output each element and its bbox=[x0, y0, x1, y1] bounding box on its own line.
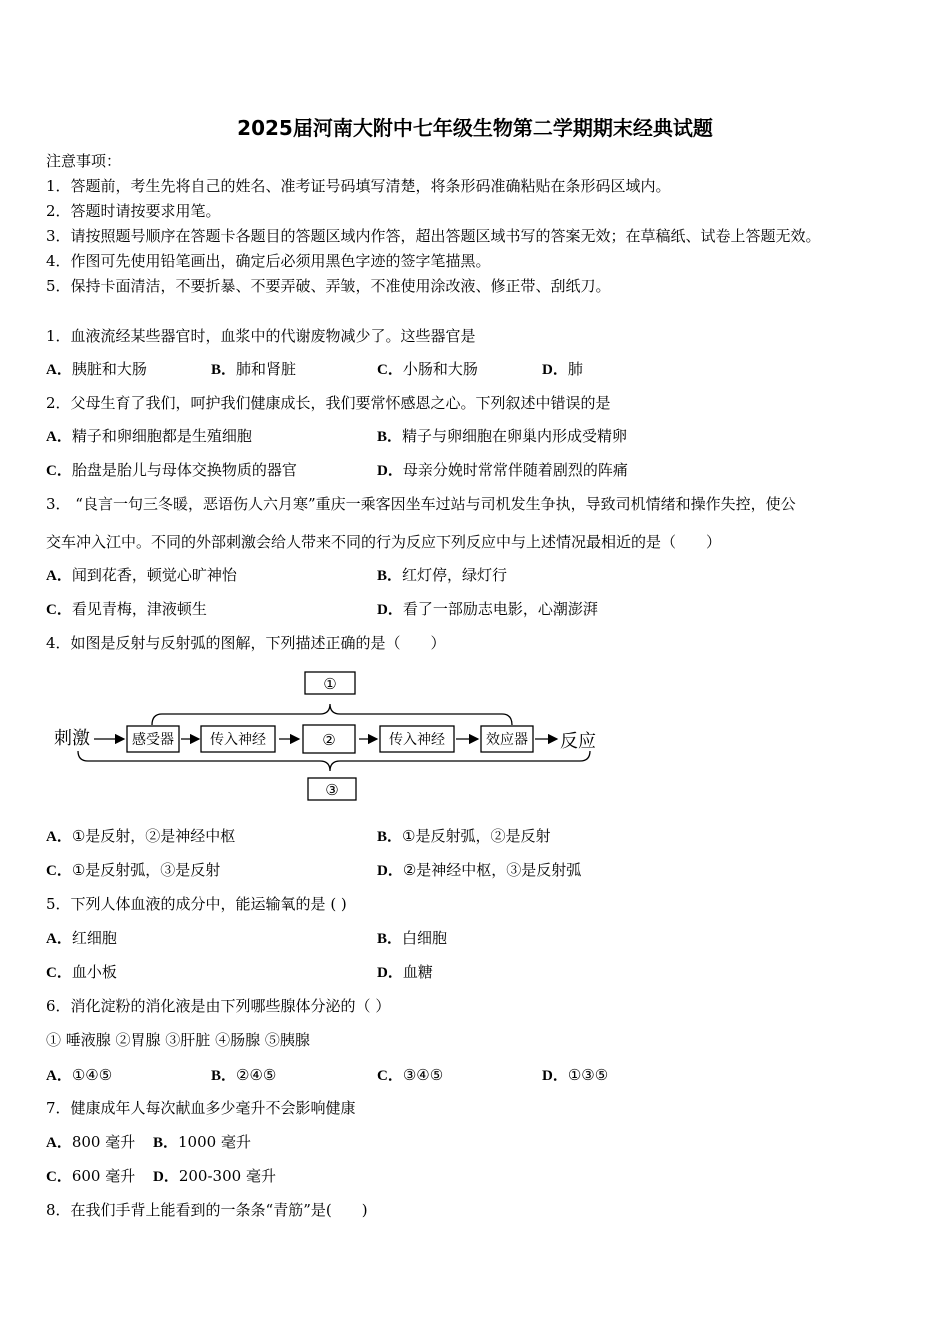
option-b: B．肺和肾脏 bbox=[211, 360, 297, 378]
option-a: A．红细胞 bbox=[46, 929, 117, 947]
option-d: D．①③⑤ bbox=[542, 1066, 609, 1084]
option-b: B．②④⑤ bbox=[211, 1066, 277, 1084]
center-label: ② bbox=[322, 731, 336, 749]
reflex-arc-diagram bbox=[50, 668, 610, 808]
top-label: ① bbox=[323, 675, 337, 693]
efferent-nerve-label: 传入神经 bbox=[389, 732, 445, 748]
option-c: C．小肠和大肠 bbox=[377, 360, 478, 378]
bottom-brace bbox=[78, 751, 590, 771]
bottom-label: ③ bbox=[325, 781, 339, 799]
option-d: D．母亲分娩时常常伴随着剧烈的阵痛 bbox=[377, 461, 628, 479]
option-d: D．肺 bbox=[542, 360, 583, 378]
option-a: A．①④⑤ bbox=[46, 1066, 113, 1084]
stimulus-label: 刺激 bbox=[54, 728, 90, 749]
notice-item: 4．作图可先使用铅笔画出，确定后必须用黑色字迹的签字笔描黑。 bbox=[46, 252, 491, 270]
option-d: D．②是神经中枢，③是反射弧 bbox=[377, 861, 582, 879]
notice-item: 3．请按照题号顺序在答题卡各题目的答题区域内作答，超出答题区域书写的答案无效；在草稿纸、试卷上答题无效。 bbox=[46, 227, 821, 245]
question-stem: 6．消化淀粉的消化液是由下列哪些腺体分泌的（ ） bbox=[46, 997, 391, 1015]
option-a: A．精子和卵细胞都是生殖细胞 bbox=[46, 427, 252, 445]
top-brace bbox=[152, 704, 512, 725]
notice-item: 2．答题时请按要求用笔。 bbox=[46, 202, 221, 220]
notice-heading: 注意事项： bbox=[46, 152, 122, 170]
question-stem: 8．在我们手背上能看到的一条条“青筋”是( ) bbox=[46, 1201, 368, 1219]
question-stem: 7．健康成年人每次献血多少毫升不会影响健康 bbox=[46, 1099, 356, 1117]
option-b: B．红灯停，绿灯行 bbox=[377, 566, 508, 584]
option-b: B．1000 毫升 bbox=[153, 1133, 251, 1151]
option-a: A．胰脏和大肠 bbox=[46, 360, 147, 378]
question-stem: 2．父母生育了我们，呵护我们健康成长，我们要常怀感恩之心。下列叙述中错误的是 bbox=[46, 394, 611, 412]
receptor-label: 感受器 bbox=[132, 732, 174, 748]
afferent-nerve-label: 传入神经 bbox=[210, 732, 266, 748]
option-a: A．800 毫升 bbox=[46, 1133, 136, 1151]
option-d: D．200-300 毫升 bbox=[153, 1167, 276, 1185]
question-stem-continued: 交车冲入江中。不同的外部刺激会给人带来不同的行为反应下列反应中与上述情况最相近的是（ ） bbox=[46, 533, 722, 551]
option-c: C．①是反射弧，③是反射 bbox=[46, 861, 221, 879]
question-stem: 1．血液流经某些器官时，血浆中的代谢废物减少了。这些器官是 bbox=[46, 327, 476, 345]
effector-label: 效应器 bbox=[486, 732, 528, 748]
option-c: C．600 毫升 bbox=[46, 1167, 136, 1185]
option-c: C．胎盘是胎儿与母体交换物质的器官 bbox=[46, 461, 297, 479]
option-b: B．白细胞 bbox=[377, 929, 448, 947]
option-c: C．看见青梅，津液顿生 bbox=[46, 600, 207, 618]
question-stem: 5．下列人体血液的成分中，能运输氧的是 ( ) bbox=[46, 895, 347, 913]
option-b: B．精子与卵细胞在卵巢内形成受精卵 bbox=[377, 427, 628, 445]
option-a: A．闻到花香，顿觉心旷神怡 bbox=[46, 566, 237, 584]
notice-item: 1．答题前，考生先将自己的姓名、准考证号码填写清楚，将条形码准确粘贴在条形码区域内。 bbox=[46, 177, 671, 195]
option-c: C．③④⑤ bbox=[377, 1066, 444, 1084]
page-title: 2025届河南大附中七年级生物第二学期期末经典试题 bbox=[237, 116, 713, 140]
option-c: C．血小板 bbox=[46, 963, 117, 981]
option-d: D．血糖 bbox=[377, 963, 433, 981]
question-stem: 4．如图是反射与反射弧的图解，下列描述正确的是（ ） bbox=[46, 634, 446, 652]
notice-item: 5．保持卡面清洁，不要折暴、不要弄破、弄皱，不准使用涂改液、修正带、刮纸刀。 bbox=[46, 277, 611, 295]
question-stem-continued: ① 唾液腺 ②胃腺 ③肝脏 ④肠腺 ⑤胰腺 bbox=[46, 1031, 310, 1049]
question-stem: 3． “良言一句三冬暖，恶语伤人六月寒”重庆一乘客因坐车过站与司机发生争执，导致司机情绪和操作失控，使公 bbox=[46, 495, 796, 513]
response-label: 反应 bbox=[560, 731, 596, 752]
option-b: B．①是反射弧，②是反射 bbox=[377, 827, 551, 845]
option-d: D．看了一部励志电影，心潮澎湃 bbox=[377, 600, 598, 618]
option-a: A．①是反射，②是神经中枢 bbox=[46, 827, 236, 845]
